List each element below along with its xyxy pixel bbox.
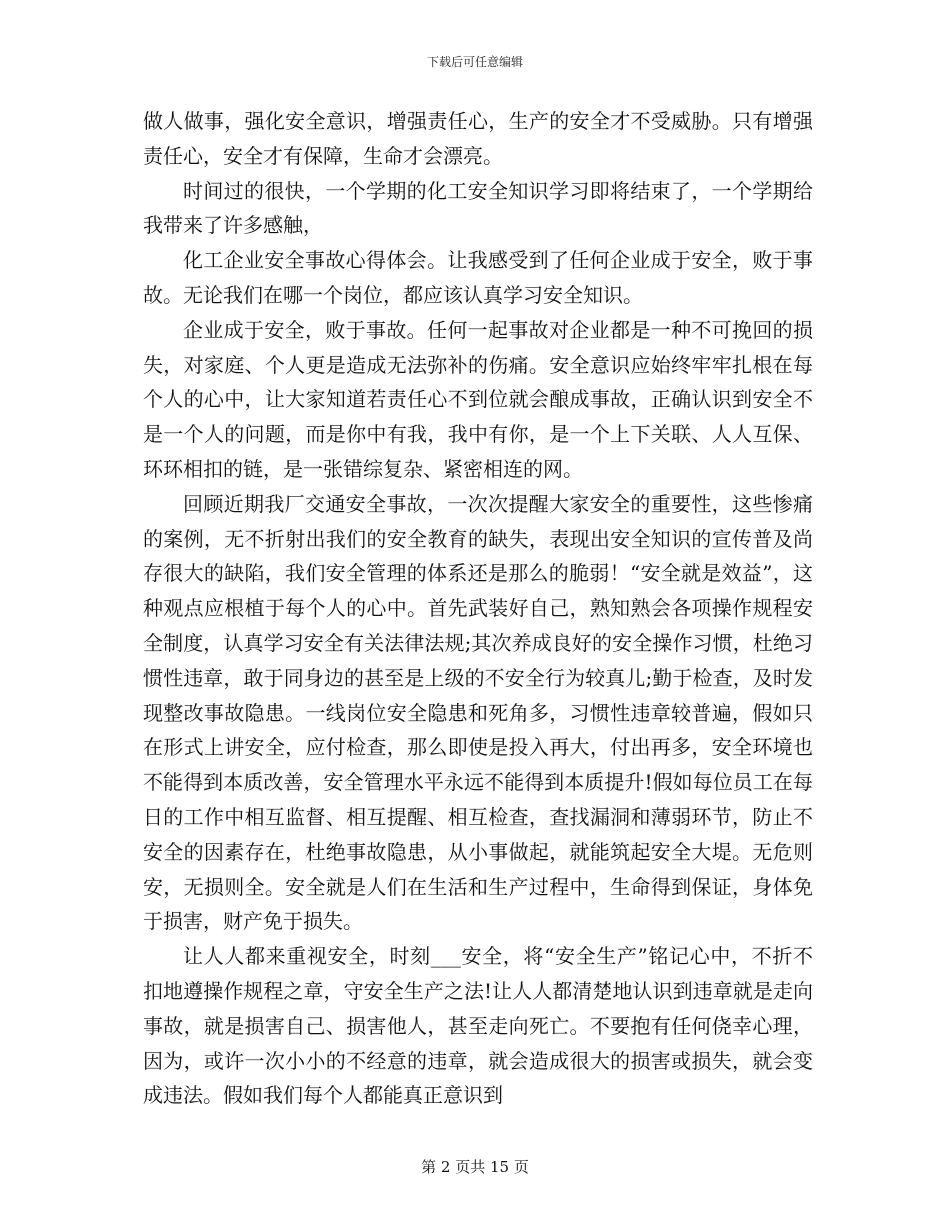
paragraph: 化工企业安全事故心得体会。让我感受到了任何企业成于安全，败于事故。无论我们在哪一个岗位，都应该认真学习安全知识。	[143, 248, 813, 307]
header-note: 下载后可任意编辑	[426, 55, 523, 69]
paragraph: 时间过的很快，一个学期的化工安全知识学习即将结束了，一个学期给我带来了许多感触，	[143, 178, 813, 238]
page-header	[0, 54, 950, 70]
paragraph: 企业成于安全，败于事故。任何一起事故对企业都是一种不可挽回的损失，对家庭、个人更是造成无法弥补的伤痛。安全意识应始终牢牢扎根在每个人的心中，让大家知道若责任心不到位就会酿成事故，正确认识到安全不是一个人的问题，而是你中有我，我中有你，是一个上下关联、人人互保、环环相扣的链，是一张错综复杂、紧密相连的网。	[143, 317, 813, 481]
page-footer	[0, 1157, 950, 1177]
paragraph: 让人人都来重视安全，时刻___安全，将“安全生产”铭记心中，不折不扣地遵操作规程之章，守安全生产之法!让人人都清楚地认识到违章就是走向事故，就是损害自己、损害他人，甚至走向死亡。不要抱有任何侥幸心理，因为，或许一次小小的不经意的违章，就会造成很大的损害或损失，就会变成违法。假如我们每个人都能真正意识到	[143, 944, 813, 1108]
page-number: 第 2 页共 15 页	[421, 1158, 529, 1176]
paragraph-continuation: 做人做事，强化安全意识，增强责任心，生产的安全才不受威胁。只有增强责任心，安全才有保障，生命才会漂亮。	[143, 109, 813, 168]
paragraph: 回顾近期我厂交通安全事故，一次次提醒大家安全的重要性，这些惨痛的案例，无不折射出我们的安全教育的缺失，表现出安全知识的宣传普及尚存很大的缺陷，我们安全管理的体系还是那么的脆弱！“安全就是效益”，这种观点应根植于每个人的心中。首先武装好自己，熟知熟会各项操作规程安全制度，认真学习安全有关法律法规;其次养成良好的安全操作习惯，杜绝习惯性违章，敢于同身边的甚至是上级的不安全行为较真儿;勤于检查，及时发现整改事故隐患。一线岗位安全隐患和死角多，习惯性违章较普遍，假如只在形式上讲安全，应付检查，那么即使是投入再大，付出再多，安全环境也不能得到本质改善，安全管理水平永远不能得到本质提升!假如每位员工在每日的工作中相互监督、相互提醒、相互检查，查找漏洞和薄弱环节，防止不安全的因素存在，杜绝事故隐患，从小事做起，就能筑起安全大堤。无危则安，无损则全。安全就是人们在生活和生产过程中，生命得到保证，身体免于损害，财产免于损失。	[143, 491, 813, 934]
document-body	[143, 104, 813, 1113]
